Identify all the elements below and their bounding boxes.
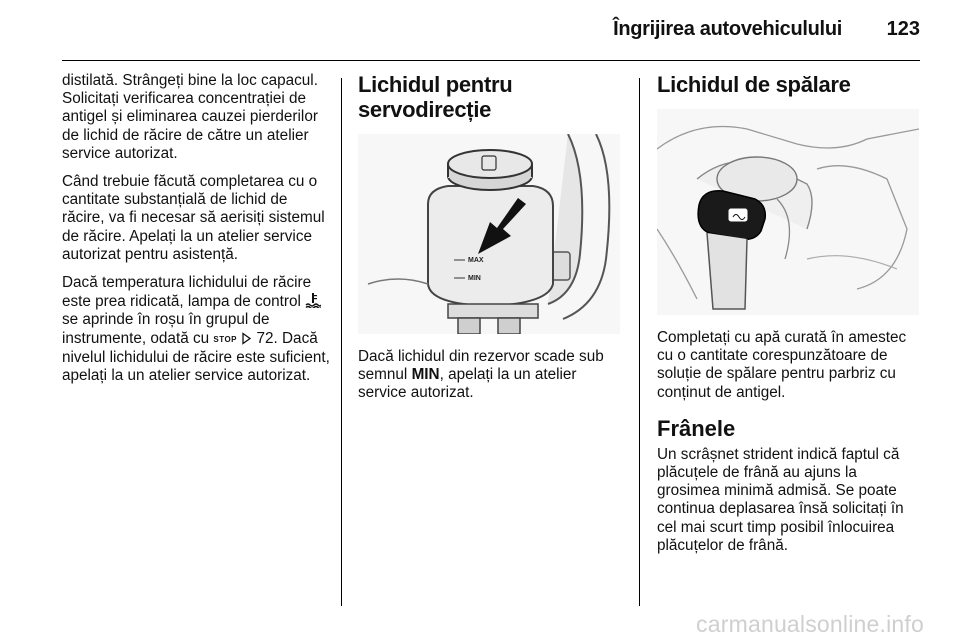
column-divider-2 [639,78,640,606]
column-divider-1 [341,78,342,606]
stop-icon: STOP [213,334,237,344]
washer-fluid-heading: Lichidul de spălare [657,72,851,97]
power-steering-reservoir-figure [358,134,620,334]
coolant-paragraph-1: distilată. Strângeți bine la loc capacul. Solicitați verificarea concentrației de antigel și eliminarea cauzei pierderilor de lichid de răcire de către un atelier service autorizat. [62,72,318,162]
header-rule [62,60,920,61]
page-header [0,0,960,62]
page-reference[interactable]: 72 [256,329,274,347]
washer-fluid-figure [657,109,919,315]
coolant-temperature-icon [305,292,321,308]
chapter-title: Îngrijirea autovehiculului [613,18,842,40]
column-1 [62,72,334,395]
coolant-paragraph-2: Când trebuie făcută completarea cu o cantitate substanțială de lichid de răcire, va fi necesar să aerisiți sistemul de răcire. Apelați la un atelier service autorizat pentru asistență. [62,173,325,263]
svg-text:MAX: MAX [468,257,484,264]
coolant-paragraph-3: Dacă temperatura lichidului de răcire este prea ridicată, lampa de control se aprinde în roșu în grupul de instrumente, odată cu STOP 72. Dacă nivelul lichidului de răcire este suficient, apelați la un atelier service autorizat. [62,274,330,385]
min-label: MIN [411,366,440,384]
page-reference-icon [241,332,252,345]
washer-fluid-paragraph: Completați cu apă curată în amestec cu o cantitate corespunzătoare de soluție de spălare pentru parbriz cu conținut de antigel. [657,329,907,401]
svg-text:MIN: MIN [468,275,481,282]
page-number: 123 [886,18,920,40]
watermark-text: carmanualsonline.info [696,611,924,637]
brakes-paragraph: Un scrâșnet strident indică faptul că plăcuțele de frână au ajuns la grosimea minimă admisă. Se poate continua deplasarea însă solicitați în cel mai scurt timp posibil înlocuirea plăcuțelor de frână. [657,445,904,554]
column-3 [657,72,922,565]
column-2 [358,72,623,413]
brakes-heading: Frânele [657,415,736,441]
power-steering-paragraph: Dacă lichidul din rezervor scade sub semnul MIN, apelați la un atelier service autorizat. [358,348,604,402]
power-steering-heading: Lichidul pentru servodirecție [358,72,513,122]
